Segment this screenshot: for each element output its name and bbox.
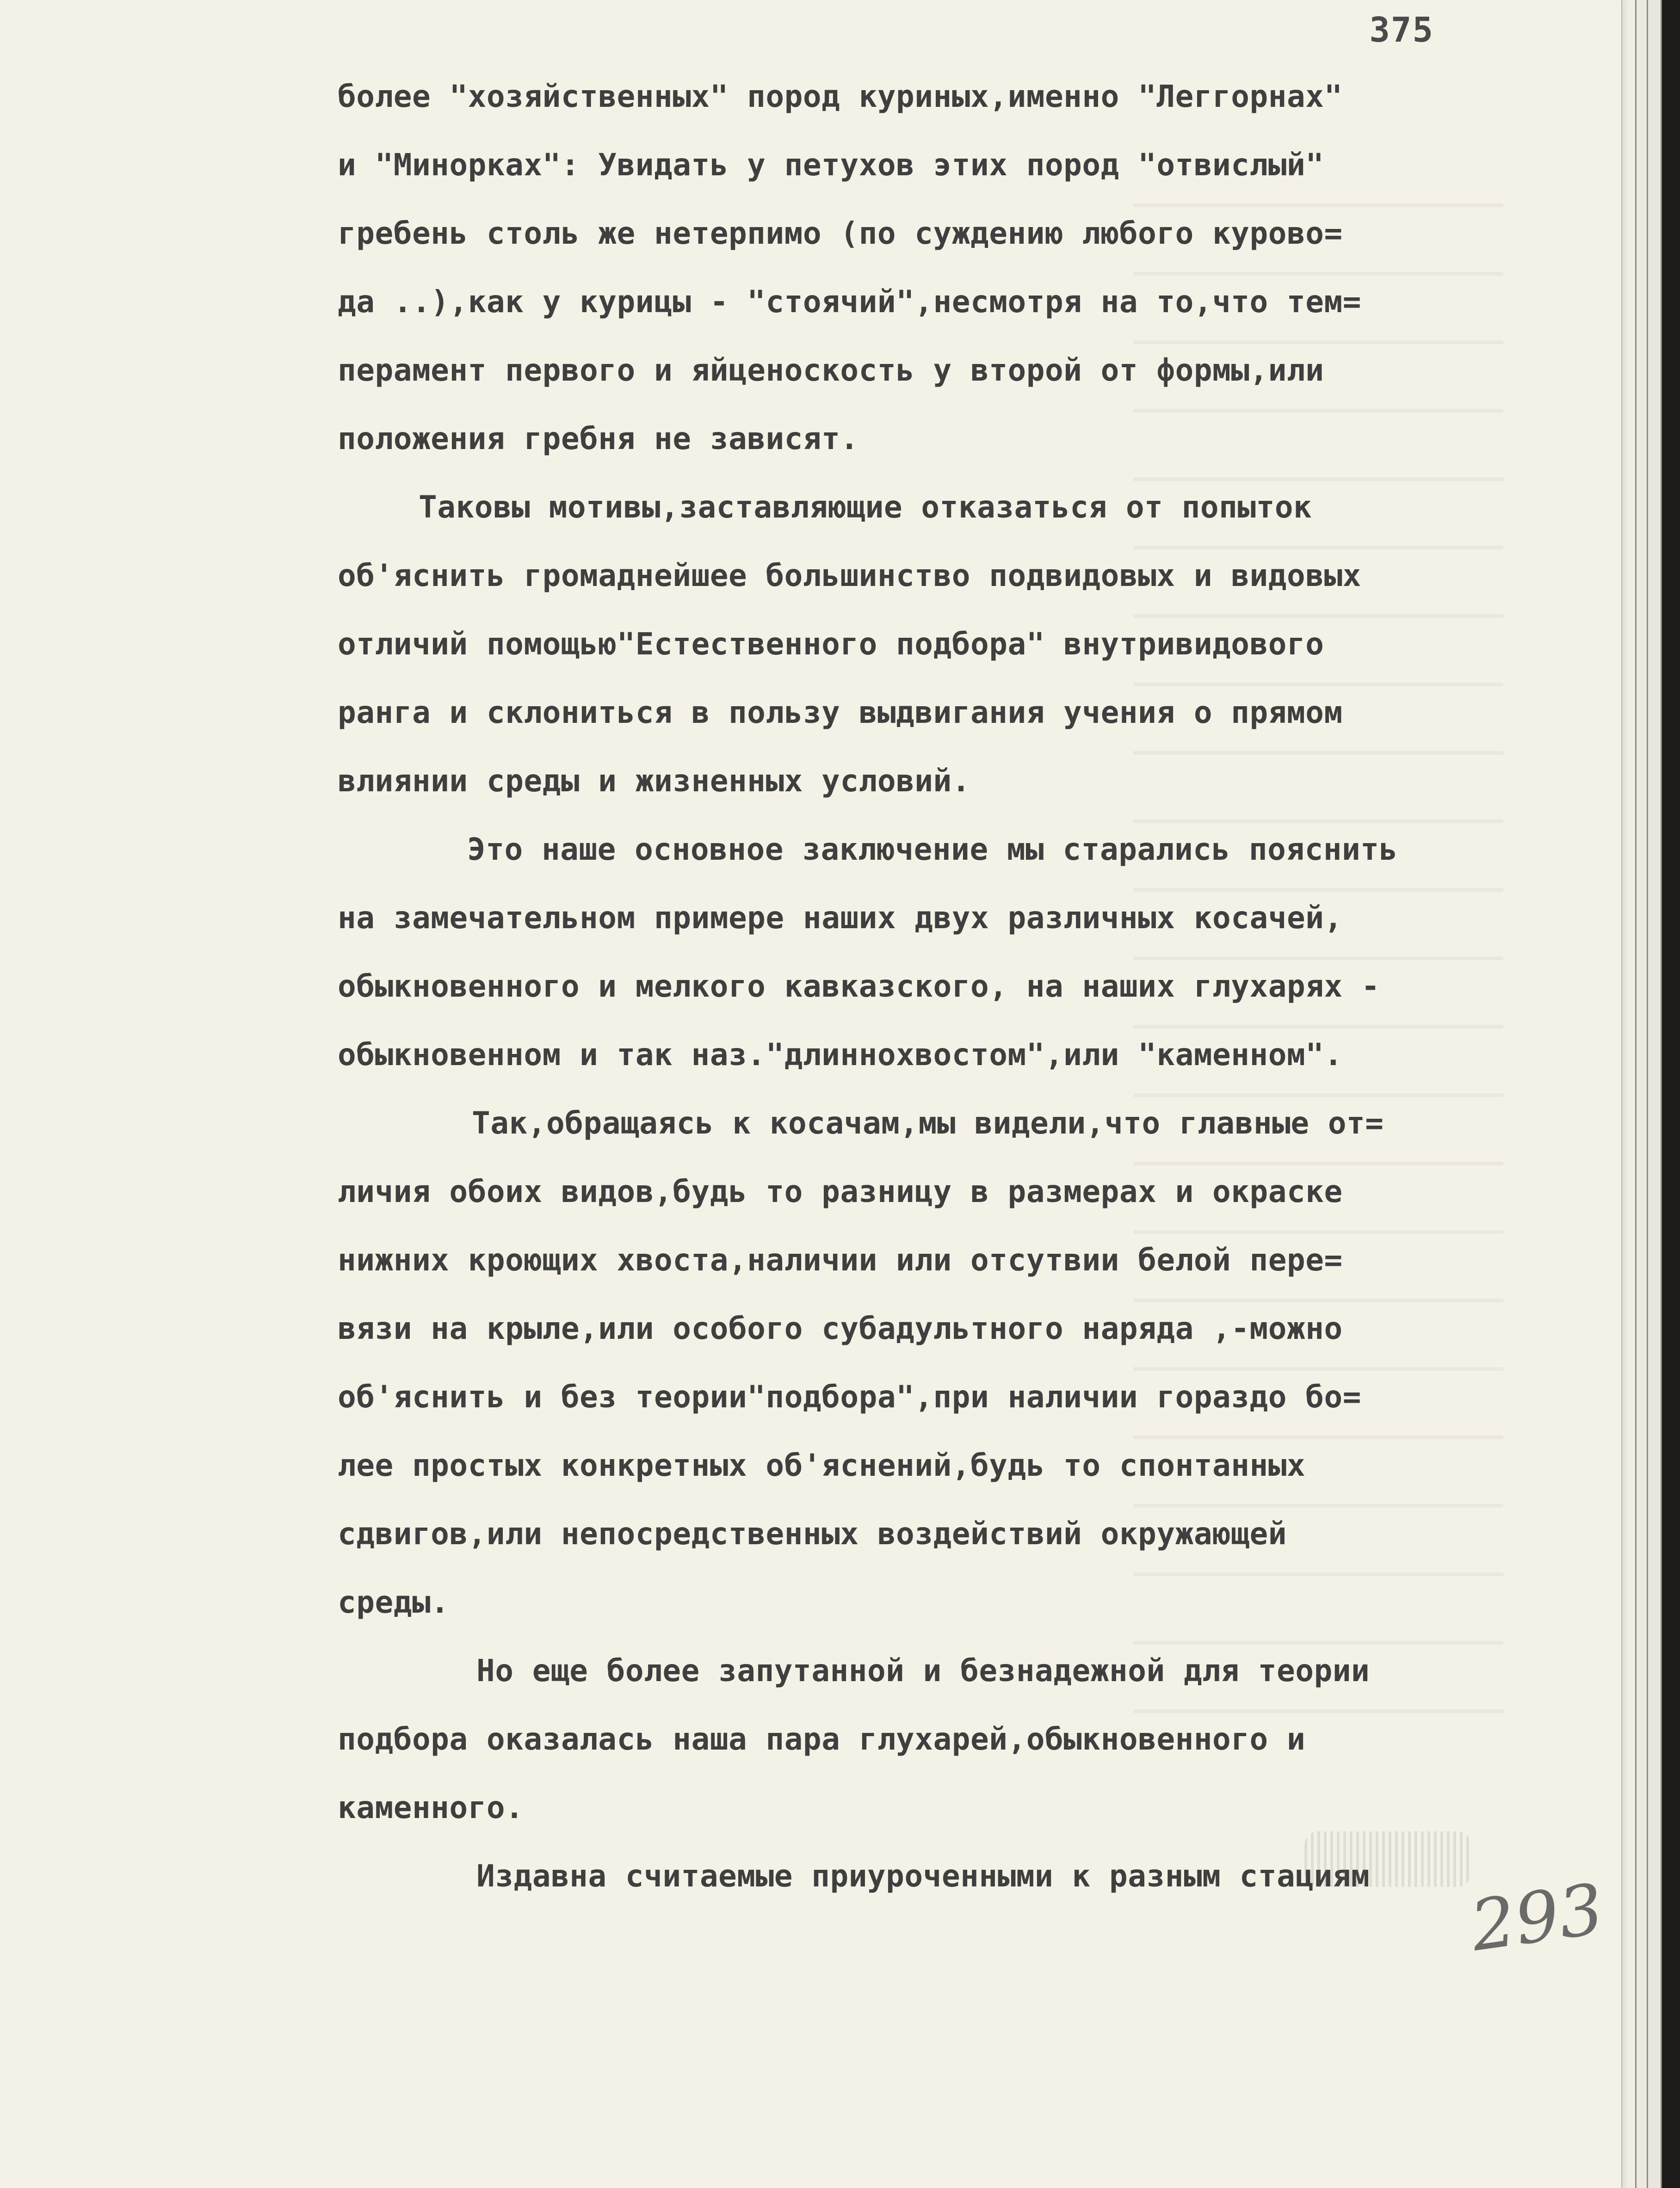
- text-line: влиянии среды и жизненных условий.: [338, 763, 971, 799]
- text-line: нижних кроющих хвоста,наличии или отсутвии белой пере=: [338, 1242, 1343, 1278]
- text-line: и "Минорках": Увидать у петухов этих пород "отвислый": [338, 147, 1324, 183]
- text-line: положения гребня не зависят.: [338, 421, 859, 456]
- text-line: Так,обращаясь к косачам,мы видели,что главные от=: [472, 1105, 1384, 1141]
- archive-folio-number: 293: [1466, 1868, 1609, 1967]
- text-line: более "хозяйственных" пород куриных,именно "Леггорнах": [338, 79, 1343, 114]
- text-line: личия обоих видов,будь то разницу в размерах и окраске: [338, 1174, 1343, 1209]
- text-line: об'яснить и без теории"подбора",при наличии гораздо бо=: [338, 1379, 1361, 1415]
- text-line: перамент первого и яйценоскость у второй от формы,или: [338, 352, 1324, 388]
- text-line: Издавна считаемые приуроченными к разным стациям: [476, 1858, 1370, 1894]
- text-line: обыкновенного и мелкого кавказского, на наших глухарях -: [338, 968, 1380, 1004]
- text-line: Это наше основное заключение мы старались пояснить: [467, 832, 1398, 867]
- text-line: на замечательном примере наших двух различных косачей,: [338, 900, 1343, 936]
- text-line: Но еще более запутанной и безнадежной для теории: [476, 1653, 1370, 1689]
- text-line: об'яснить громаднейшее большинство подвидовых и видовых: [338, 558, 1361, 593]
- text-line: среды.: [338, 1584, 450, 1620]
- page-number: 375: [1369, 10, 1434, 50]
- text-line: вязи на крыле,или особого субадультного наряда ,-можно: [338, 1311, 1343, 1346]
- text-line: сдвигов,или непосредственных воздействий окружающей: [338, 1516, 1287, 1552]
- text-line: гребень столь же нетерпимо (по суждению любого курово=: [338, 216, 1343, 251]
- faint-stamp: [1304, 1831, 1471, 1887]
- text-line: ранга и склониться в пользу выдвигания учения о прямом: [338, 695, 1343, 730]
- text-line: Таковы мотивы,заставляющие отказаться от попыток: [419, 489, 1312, 525]
- typed-text-block: [338, 62, 1485, 1911]
- text-line: да ..),как у курицы - "стоячий",несмотря на то,что тем=: [338, 284, 1361, 320]
- text-line: подбора оказалась наша пара глухарей,обыкновенного и: [338, 1721, 1306, 1757]
- text-line: лее простых конкретных об'яснений,будь то спонтанных: [338, 1448, 1306, 1483]
- text-line: каменного.: [338, 1790, 524, 1825]
- text-line: отличий помощью"Естественного подбора" внутривидового: [338, 626, 1324, 662]
- text-line: обыкновенном и так наз."длиннохвостом",или "каменном".: [338, 1037, 1343, 1072]
